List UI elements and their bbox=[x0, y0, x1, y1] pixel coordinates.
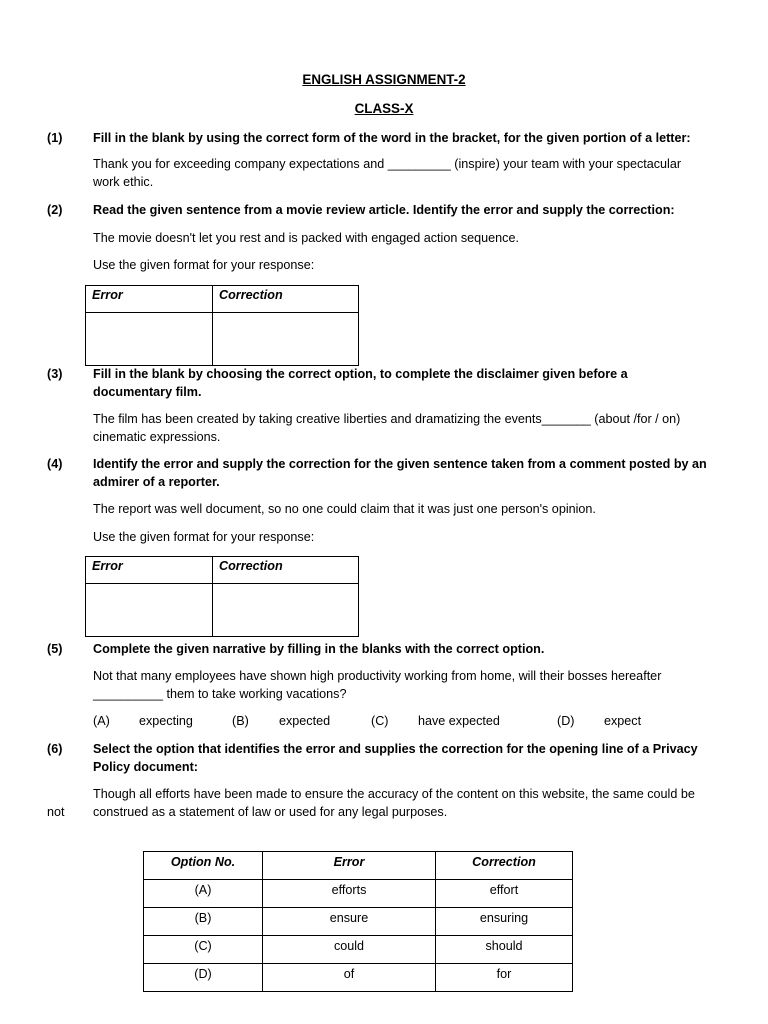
option-no-cell: (B) bbox=[144, 908, 263, 936]
question-4-number: (4) bbox=[47, 457, 63, 471]
option-d-label: (D) bbox=[557, 714, 575, 728]
question-3-body: The film has been created by taking creative liberties and dramatizing the events_______ (about /for / on) cinematic expressions. bbox=[93, 412, 681, 444]
options-table-header-correction: Correction bbox=[436, 852, 573, 880]
options-table bbox=[143, 851, 573, 992]
question-2-body: The movie doesn't let you rest and is packed with engaged action sequence. bbox=[93, 231, 519, 245]
assignment-title: ENGLISH ASSIGNMENT-2 bbox=[302, 72, 466, 87]
error-cell: could bbox=[263, 936, 436, 964]
option-b-text: expected bbox=[279, 714, 331, 728]
question-1-number: (1) bbox=[47, 131, 63, 145]
question-2-prompt: Read the given sentence from a movie review article. Identify the error and supply the correction: bbox=[93, 203, 675, 217]
correction-cell: effort bbox=[436, 880, 573, 908]
response-table-q2 bbox=[85, 285, 359, 366]
table-row[interactable] bbox=[144, 908, 573, 936]
response-table-error-header: Error bbox=[86, 286, 213, 313]
question-5-body: Not that many employees have shown high productivity working from home, will their bosses hereafter __________ them to take working vacations? bbox=[93, 669, 662, 701]
question-3-number: (3) bbox=[47, 367, 63, 381]
response-correction-cell[interactable] bbox=[213, 584, 359, 637]
response-table-correction-header: Correction bbox=[213, 557, 359, 584]
question-5-number: (5) bbox=[47, 642, 63, 656]
table-row[interactable] bbox=[144, 936, 573, 964]
response-table-error-header: Error bbox=[86, 557, 213, 584]
response-table-q4 bbox=[85, 556, 359, 637]
question-4-format-note: Use the given format for your response: bbox=[93, 530, 315, 544]
question-6-margin-word: not bbox=[47, 805, 65, 819]
question-2-format-note: Use the given format for your response: bbox=[93, 258, 315, 272]
correction-cell: ensuring bbox=[436, 908, 573, 936]
correction-cell: should bbox=[436, 936, 573, 964]
option-a-label: (A) bbox=[93, 714, 110, 728]
error-cell: efforts bbox=[263, 880, 436, 908]
option-no-cell: (C) bbox=[144, 936, 263, 964]
options-table-header-option: Option No. bbox=[144, 852, 263, 880]
question-4-body: The report was well document, so no one could claim that it was just one person's opinion. bbox=[93, 502, 596, 516]
question-1-body: Thank you for exceeding company expectations and _________ (inspire) your team with your spectacular work ethic. bbox=[93, 157, 682, 189]
question-4-prompt: Identify the error and supply the correction for the given sentence taken from a comment posted by an admirer of a reporter. bbox=[93, 457, 707, 489]
option-d-text: expect bbox=[604, 714, 642, 728]
option-no-cell: (A) bbox=[144, 880, 263, 908]
response-table-correction-header: Correction bbox=[213, 286, 359, 313]
question-6-number: (6) bbox=[47, 742, 63, 756]
option-c-text: have expected bbox=[418, 714, 500, 728]
response-error-cell[interactable] bbox=[86, 584, 213, 637]
question-3-prompt: Fill in the blank by choosing the correct option, to complete the disclaimer given before a documentary film. bbox=[93, 367, 628, 399]
question-6-body: Though all efforts have been made to ensure the accuracy of the content on this website, the same could be construed as a statement of law or used for any legal purposes. bbox=[93, 787, 695, 819]
error-cell: ensure bbox=[263, 908, 436, 936]
options-table-header-error: Error bbox=[263, 852, 436, 880]
response-correction-cell[interactable] bbox=[213, 313, 359, 366]
correction-cell: for bbox=[436, 964, 573, 992]
question-1-prompt: Fill in the blank by using the correct form of the word in the bracket, for the given portion of a letter: bbox=[93, 131, 691, 145]
table-row[interactable] bbox=[144, 964, 573, 992]
option-no-cell: (D) bbox=[144, 964, 263, 992]
option-b-label: (B) bbox=[232, 714, 249, 728]
response-error-cell[interactable] bbox=[86, 313, 213, 366]
question-5-prompt: Complete the given narrative by filling in the blanks with the correct option. bbox=[93, 642, 545, 656]
error-cell: of bbox=[263, 964, 436, 992]
question-6-prompt: Select the option that identifies the error and supplies the correction for the opening line of a Privacy Policy document: bbox=[93, 742, 698, 774]
option-c-label: (C) bbox=[371, 714, 389, 728]
class-heading: CLASS-X bbox=[354, 101, 414, 116]
option-a-text: expecting bbox=[139, 714, 193, 728]
table-row[interactable] bbox=[144, 880, 573, 908]
question-2-number: (2) bbox=[47, 203, 63, 217]
